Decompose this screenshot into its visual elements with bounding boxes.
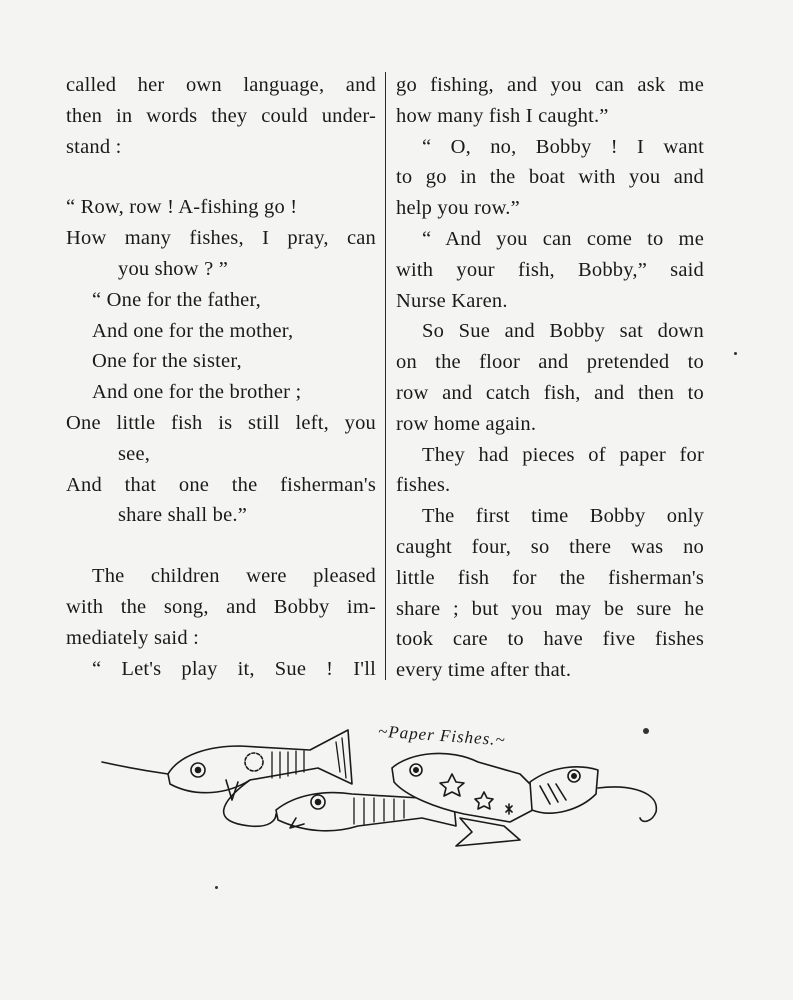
paper-fishes-illustration [100, 722, 670, 852]
text-line: little fish for the fisherman's [396, 566, 704, 589]
text-line: help you row.” [396, 197, 520, 220]
verse-line: share shall be.” [118, 504, 247, 527]
verse-line: you show ? ” [118, 257, 229, 280]
ink-speck [734, 352, 737, 355]
text-line: mediately said : [66, 626, 199, 649]
verse-line: see, [118, 442, 151, 465]
text-line: go fishing, and you can ask me [396, 74, 704, 96]
text-line: They had pieces of paper for [422, 443, 704, 466]
text-line: with the song, and Bobby im- [66, 595, 376, 618]
text-line: stand : [66, 135, 122, 158]
verse-line: And one for the mother, [92, 319, 294, 342]
text-line: fishes. [396, 474, 451, 497]
text-line: Nurse Karen. [396, 289, 508, 312]
text-line: “ O, no, Bobby ! I want [422, 135, 704, 158]
verse-line: “ Row, row ! A-fishing go ! [66, 196, 298, 219]
verse-line: “ One for the father, [92, 288, 262, 311]
ink-speck [215, 886, 218, 889]
text-line: to go in the boat with you and [396, 166, 704, 189]
text-line: The first time Bobby only [422, 505, 704, 528]
text-line: row and catch fish, and then to [396, 381, 704, 404]
verse-line: How many fishes, I pray, can [66, 227, 376, 250]
verse-line: And one for the brother ; [92, 381, 302, 404]
text-line: The children were pleased [92, 565, 376, 588]
text-line: “ Let's play it, Sue ! I'll [92, 657, 376, 680]
ink-speck [643, 728, 649, 734]
text-line: with your fish, Bobby,” said [396, 258, 704, 281]
text-line: row home again. [396, 412, 537, 435]
right-column [396, 70, 704, 686]
text-line: share ; but you may be sure he [396, 597, 704, 620]
text-line: “ And you can come to me [422, 227, 704, 250]
illustration-caption: ~Paper Fishes.~ [377, 721, 507, 750]
text-line: then in words they could under- [66, 104, 376, 127]
text-line: called her own language, and [66, 74, 376, 96]
column-divider [385, 72, 386, 680]
text-line: on the floor and pretended to [396, 351, 704, 374]
verse-line: One little fish is still left, you [66, 411, 376, 434]
left-column [66, 70, 376, 684]
verse-line: One for the sister, [92, 350, 242, 373]
text-line: how many fish I caught.” [396, 104, 609, 127]
text-line: took care to have five fishes [396, 628, 704, 651]
text-line: So Sue and Bobby sat down [422, 320, 704, 343]
verse-line: And that one the fisherman's [66, 473, 376, 496]
text-line: every time after that. [396, 659, 572, 682]
stanza-gap [66, 531, 376, 561]
stanza-gap [66, 162, 376, 192]
text-line: caught four, so there was no [396, 535, 704, 558]
